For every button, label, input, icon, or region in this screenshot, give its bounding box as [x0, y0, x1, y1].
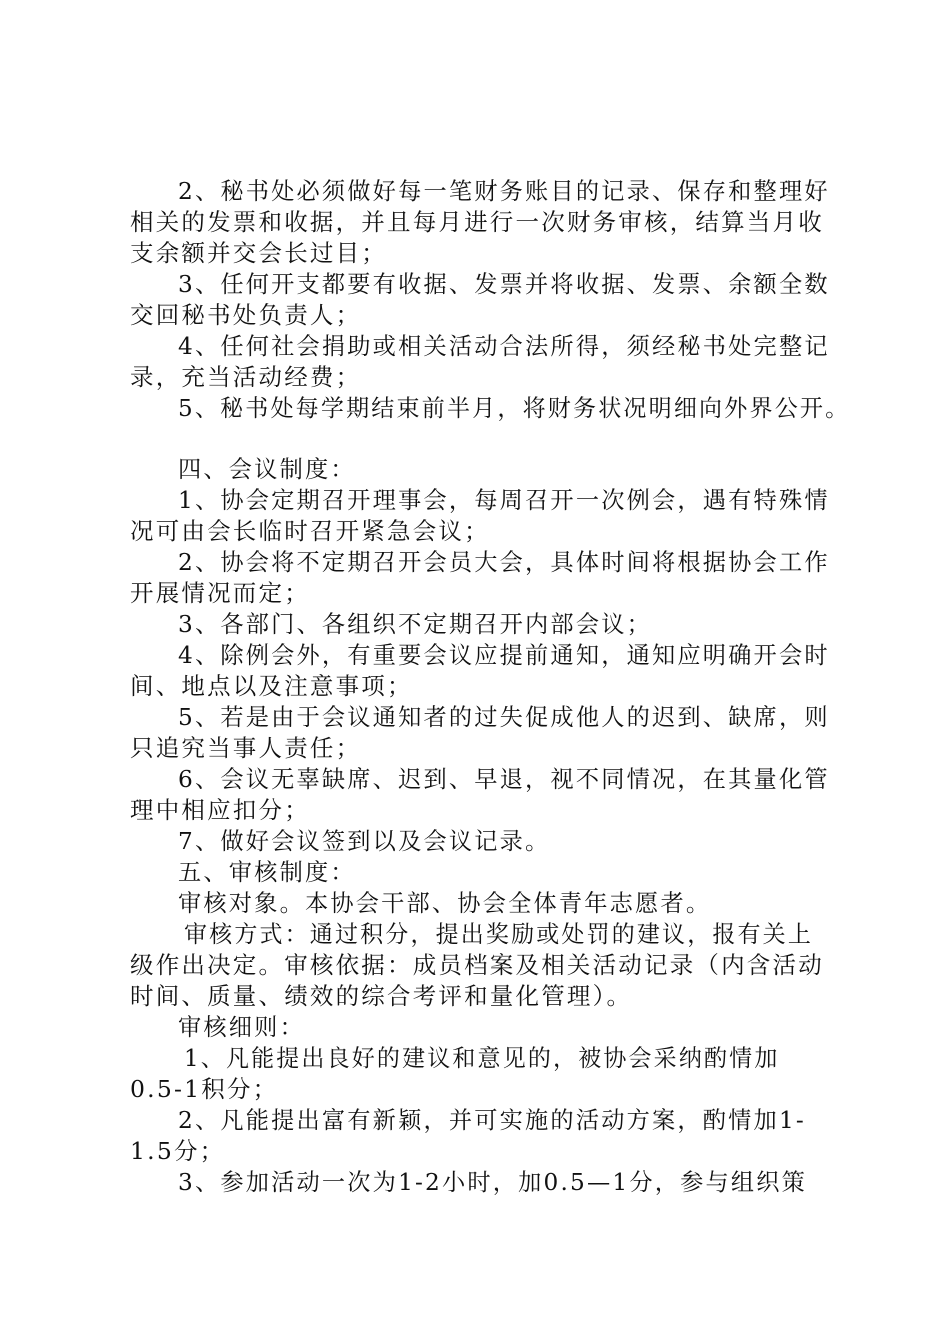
section-heading: 四、会议制度：: [178, 455, 356, 483]
text-line: 5、秘书处每学期结束前半月，将财务状况明细向外界公开。: [178, 394, 851, 422]
text-line: 时间、质量、绩效的综合考评和量化管理）。: [130, 982, 633, 1010]
text-line: 2、秘书处必须做好每一笔财务账目的记录、保存和整理好: [178, 177, 830, 205]
text-line: 4、除例会外，有重要会议应提前通知，通知应明确开会时: [178, 641, 830, 669]
text-line: 7、做好会议签到以及会议记录。: [178, 827, 551, 855]
text-line: 相关的发票和收据，并且每月进行一次财务审核，结算当月收: [130, 208, 824, 236]
text-line: 0.5-1积分；: [130, 1075, 279, 1103]
text-line: 录，充当活动经费；: [130, 363, 362, 391]
text-line: 2、协会将不定期召开会员大会，具体时间将根据协会工作: [178, 548, 830, 576]
text-line: 3、各部门、各组织不定期召开内部会议；: [178, 610, 653, 638]
text-line: 审核对象。本协会干部、协会全体青年志愿者。: [178, 889, 712, 917]
text-line: 理中相应扣分；: [130, 796, 310, 824]
text-line: 开展情况而定；: [130, 579, 310, 607]
text-line: 支余额并交会长过目；: [130, 239, 387, 267]
text-line: 审核细则：: [178, 1013, 305, 1041]
text-line: 1.5分；: [130, 1137, 226, 1165]
text-line: 3、任何开支都要有收据、发票并将收据、发票、余额全数: [178, 270, 830, 298]
text-line: 3、参加活动一次为1-2小时，加0.5—1分，参与组织策: [178, 1168, 808, 1196]
section-heading: 五、审核制度：: [178, 858, 356, 886]
text-line: 交回秘书处负责人；: [130, 301, 362, 329]
text-line: 只追究当事人责任；: [130, 734, 362, 762]
text-line: 6、会议无辜缺席、迟到、早退，视不同情况，在其量化管: [178, 765, 830, 793]
text-line: 间、地点以及注意事项；: [130, 672, 413, 700]
text-line: 1、凡能提出良好的建议和意见的，被协会采纳酌情加: [184, 1044, 780, 1072]
text-line: 况可由会长临时召开紧急会议；: [130, 517, 490, 545]
text-line: 审核方式：通过积分，提出奖励或处罚的建议，报有关上: [184, 920, 814, 948]
text-line: 4、任何社会捐助或相关活动合法所得，须经秘书处完整记: [178, 332, 830, 360]
text-line: 2、凡能提出富有新颖，并可实施的活动方案，酌情加1-: [178, 1106, 806, 1134]
text-line: 级作出决定。审核依据：成员档案及相关活动记录（内含活动: [130, 951, 824, 979]
text-line: 1、协会定期召开理事会，每周召开一次例会，遇有特殊情: [178, 486, 830, 514]
text-line: 5、若是由于会议通知者的过失促成他人的迟到、缺席，则: [178, 703, 830, 731]
